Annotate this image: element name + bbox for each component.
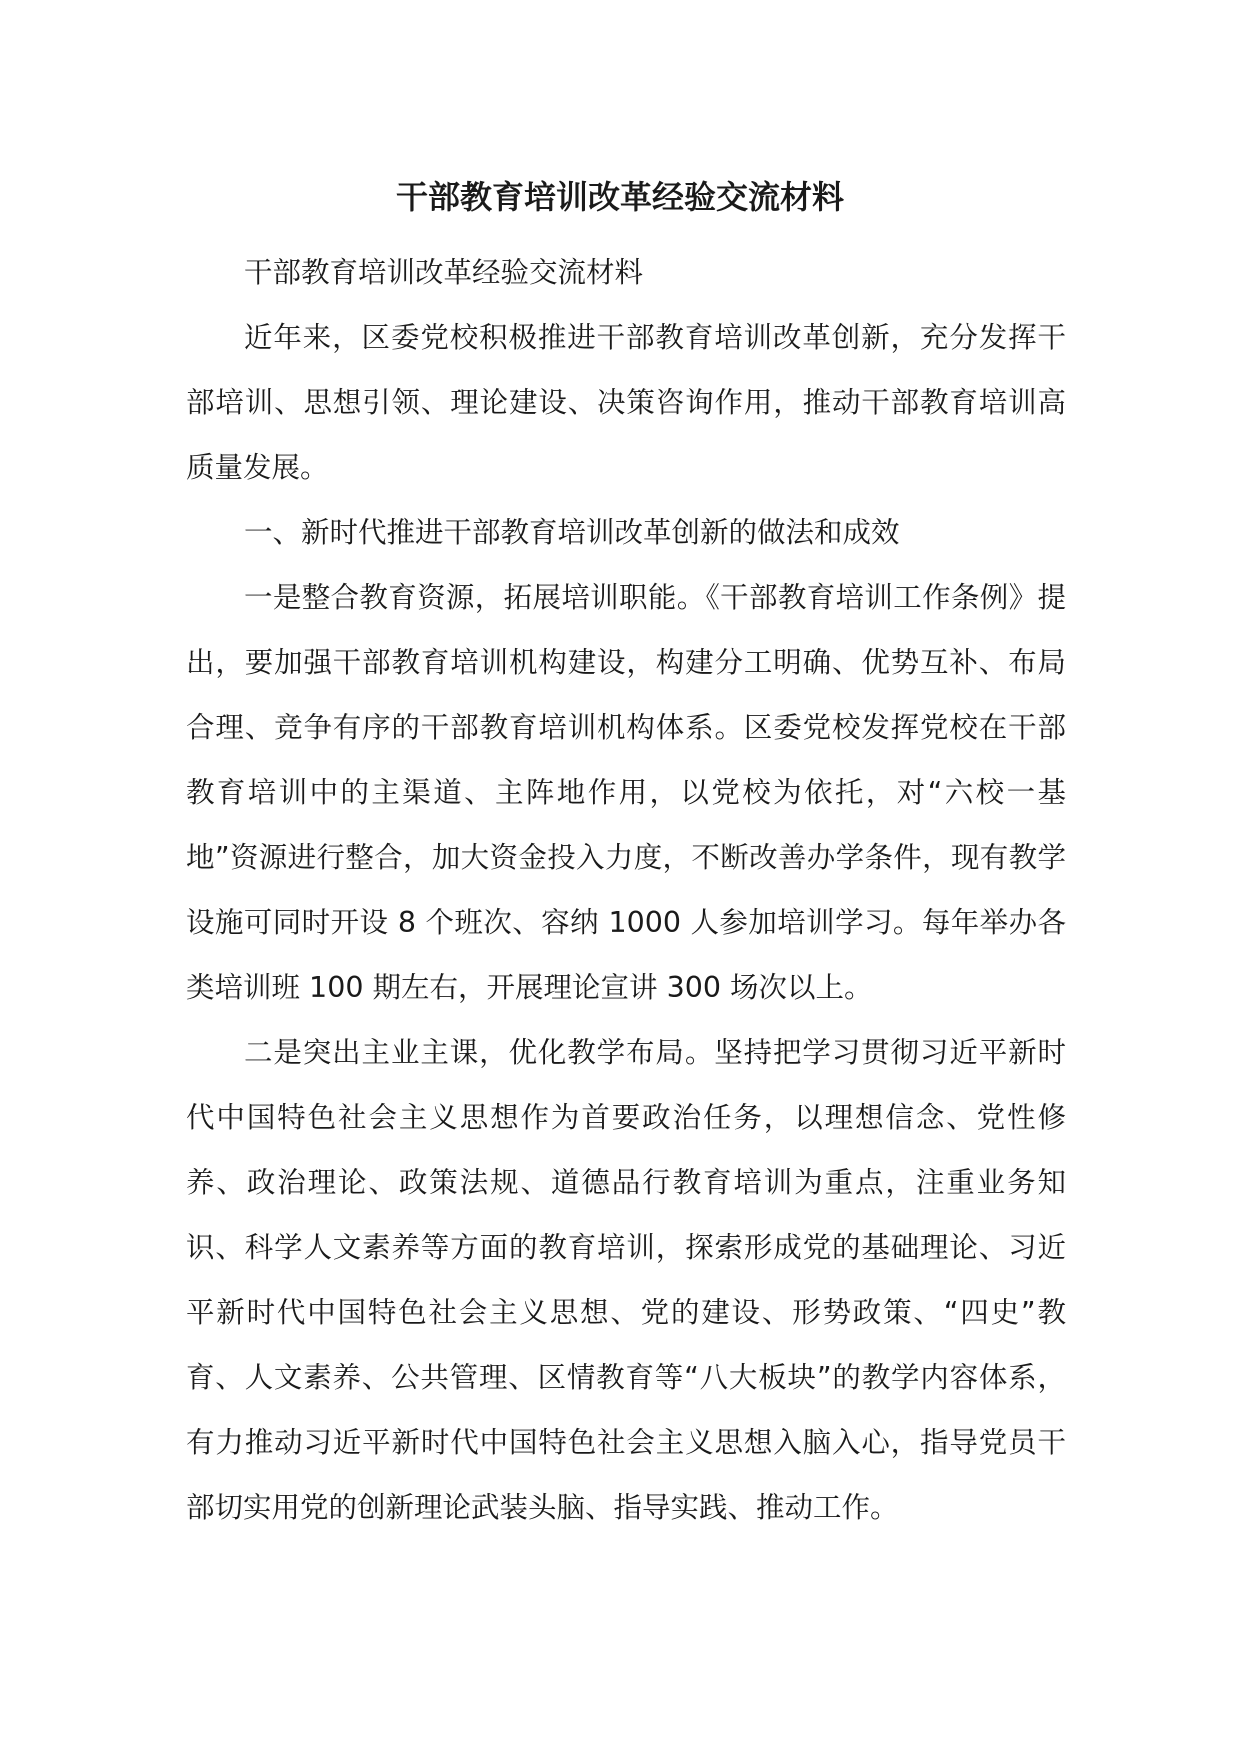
- document-title: 干部教育培训改革经验交流材料: [395, 178, 844, 216]
- intro-paragraph: 近年来，区委党校积极推进干部教育培训改革创新，充分发挥干部培训、思想引领、理论建设、决策咨询作用，推动干部教育培训高质量发展。: [186, 321, 1066, 484]
- subtitle-paragraph: 干部教育培训改革经验交流材料: [244, 256, 644, 289]
- section-heading: 一、新时代推进干部教育培训改革创新的做法和成效: [244, 516, 900, 549]
- document-body: [186, 240, 1066, 1540]
- body-paragraph: 二是突出主业主课，优化教学布局。坚持把学习贯彻习近平新时代中国特色社会主义思想作为首要政治任务，以理想信念、党性修养、政治理论、政策法规、道德品行教育培训为重点，注重业务知识、科学人文素养等方面的教育培训，探索形成党的基础理论、习近平新时代中国特色社会主义思想、党的建设、形势政策、“四史”教育、人文素养、公共管理、区情教育等“八大板块”的教学内容体系，有力推动习近平新时代中国特色社会主义思想入脑入心，指导党员干部切实用党的创新理论武装头脑、指导实践、推动工作。: [186, 1036, 1066, 1524]
- body-paragraph: 一是整合教育资源，拓展培训职能。《干部教育培训工作条例》提出，要加强干部教育培训机构建设，构建分工明确、优势互补、布局合理、竞争有序的干部教育培训机构体系。区委党校发挥党校在干部教育培训中的主渠道、主阵地作用，以党校为依托，对“六校一基地”资源进行整合，加大资金投入力度，不断改善办学条件，现有教学设施可同时开设 8 个班次、容纳 1000 人参加培训学习。每年举办各类培训班 100 期左右，开展理论宣讲 300 场次以上。: [186, 581, 1066, 1004]
